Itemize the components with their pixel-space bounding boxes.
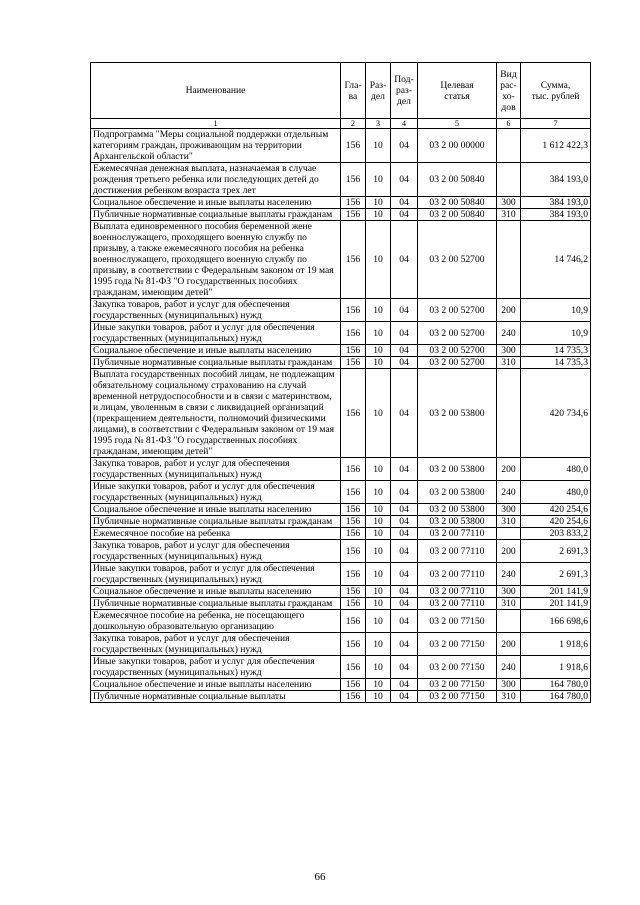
table-row	[91, 357, 591, 369]
row-expense	[497, 221, 521, 299]
table-row	[91, 299, 591, 322]
table-row	[91, 345, 591, 357]
row-expense: 310	[497, 357, 521, 369]
row-amount: 164 780,0	[521, 679, 591, 691]
row-expense: 310	[497, 516, 521, 528]
row-amount: 420 254,6	[521, 516, 591, 528]
table-row	[91, 691, 591, 703]
row-amount: 420 254,6	[521, 504, 591, 516]
row-expense: 200	[497, 633, 521, 656]
table-row	[91, 369, 591, 458]
row-expense: 300	[497, 345, 521, 357]
row-subsection: 04	[391, 221, 418, 299]
row-section: 10	[366, 563, 391, 586]
row-expense: 300	[497, 586, 521, 598]
row-chapter: 156	[341, 197, 366, 209]
row-name: Выплата единовременного пособия беременной жене военнослужащего, проходящего военную службу по призыву, а также ежемесячного пособия на ребенка военнослужащего, проходящего военную службу по призыву, в соответствии с Федеральным законом от 19 мая 1995 года № 81-ФЗ "О государственных пособиях гражданам, имеющим детей"	[91, 221, 341, 299]
row-section: 10	[366, 129, 391, 163]
row-subsection: 04	[391, 504, 418, 516]
header-target: Целевая статья	[418, 63, 497, 119]
row-chapter: 156	[341, 691, 366, 703]
row-amount: 164 780,0	[521, 691, 591, 703]
row-chapter: 156	[341, 221, 366, 299]
row-name: Закупка товаров, работ и услуг для обеспечения государственных (муниципальных) нужд	[91, 633, 341, 656]
row-chapter: 156	[341, 481, 366, 504]
table-row	[91, 528, 591, 540]
row-subsection: 04	[391, 656, 418, 679]
header-expense: Вид рас- хо- дов	[497, 63, 521, 119]
row-chapter: 156	[341, 633, 366, 656]
row-section: 10	[366, 163, 391, 197]
row-expense: 300	[497, 679, 521, 691]
row-chapter: 156	[341, 563, 366, 586]
row-target: 03 2 00 77150	[418, 691, 497, 703]
row-section: 10	[366, 598, 391, 610]
row-amount: 203 833,2	[521, 528, 591, 540]
column-number: 6	[497, 119, 521, 129]
row-name: Публичные нормативные социальные выплаты гражданам	[91, 357, 341, 369]
row-target: 03 2 00 77150	[418, 633, 497, 656]
row-subsection: 04	[391, 516, 418, 528]
row-chapter: 156	[341, 610, 366, 633]
row-chapter: 156	[341, 369, 366, 458]
table-row	[91, 209, 591, 221]
row-amount: 2 691,3	[521, 540, 591, 563]
row-subsection: 04	[391, 458, 418, 481]
row-expense: 310	[497, 598, 521, 610]
table-row	[91, 197, 591, 209]
row-chapter: 156	[341, 458, 366, 481]
row-chapter: 156	[341, 504, 366, 516]
table-row	[91, 540, 591, 563]
row-target: 03 2 00 52700	[418, 221, 497, 299]
table-row	[91, 679, 591, 691]
row-expense: 200	[497, 540, 521, 563]
row-section: 10	[366, 221, 391, 299]
row-target: 03 2 00 50840	[418, 197, 497, 209]
row-expense: 200	[497, 299, 521, 322]
row-target: 03 2 00 77150	[418, 656, 497, 679]
row-expense: 310	[497, 209, 521, 221]
row-section: 10	[366, 633, 391, 656]
row-target: 03 2 00 53800	[418, 458, 497, 481]
row-chapter: 156	[341, 528, 366, 540]
row-name: Закупка товаров, работ и услуг для обеспечения государственных (муниципальных) нужд	[91, 458, 341, 481]
row-name: Выплата государственных пособий лицам, не подлежащим обязательному социальному страхованию на случай временной нетрудоспособности и в связи с материнством, и лицам, уволенным в связи с ликвидацией организаций (прекращением деятельности, полномочий физическими лицами), в соответствии с Федеральным законом от 19 мая 1995 года № 81-ФЗ "О государственных пособиях гражданам, имеющим детей"	[91, 369, 341, 458]
row-subsection: 04	[391, 528, 418, 540]
row-amount: 1 918,6	[521, 633, 591, 656]
row-chapter: 156	[341, 129, 366, 163]
row-name: Ежемесячная денежная выплата, назначаемая в случае рождения третьего ребенка или последующих детей до достижения ребенком возраста трех лет	[91, 163, 341, 197]
row-amount: 1 918,6	[521, 656, 591, 679]
row-target: 03 2 00 52700	[418, 357, 497, 369]
row-subsection: 04	[391, 163, 418, 197]
row-subsection: 04	[391, 598, 418, 610]
row-name: Социальное обеспечение и иные выплаты населению	[91, 504, 341, 516]
row-amount: 201 141,9	[521, 598, 591, 610]
table-row	[91, 221, 591, 299]
table-row	[91, 504, 591, 516]
row-subsection: 04	[391, 357, 418, 369]
row-amount: 1 612 422,3	[521, 129, 591, 163]
row-target: 03 2 00 52700	[418, 345, 497, 357]
row-name: Социальное обеспечение и иные выплаты населению	[91, 345, 341, 357]
row-target: 03 2 00 77110	[418, 528, 497, 540]
row-expense	[497, 369, 521, 458]
row-section: 10	[366, 345, 391, 357]
row-name: Социальное обеспечение и иные выплаты населению	[91, 679, 341, 691]
row-expense: 240	[497, 481, 521, 504]
row-section: 10	[366, 656, 391, 679]
row-amount: 166 698,6	[521, 610, 591, 633]
row-section: 10	[366, 679, 391, 691]
row-expense: 300	[497, 504, 521, 516]
column-number: 1	[91, 119, 341, 129]
row-amount: 480,0	[521, 481, 591, 504]
row-expense	[497, 528, 521, 540]
row-expense: 240	[497, 563, 521, 586]
row-target: 03 2 00 53800	[418, 369, 497, 458]
row-section: 10	[366, 369, 391, 458]
row-target: 03 2 00 77150	[418, 679, 497, 691]
column-number: 5	[418, 119, 497, 129]
row-chapter: 156	[341, 345, 366, 357]
row-chapter: 156	[341, 322, 366, 345]
row-chapter: 156	[341, 299, 366, 322]
row-target: 03 2 00 77150	[418, 610, 497, 633]
row-section: 10	[366, 209, 391, 221]
row-amount: 14 746,2	[521, 221, 591, 299]
row-target: 03 2 00 53800	[418, 504, 497, 516]
row-name: Иные закупки товаров, работ и услуг для обеспечения государственных (муниципальных) нужд	[91, 563, 341, 586]
row-section: 10	[366, 691, 391, 703]
row-name: Публичные нормативные социальные выплаты гражданам	[91, 598, 341, 610]
row-expense	[497, 610, 521, 633]
row-chapter: 156	[341, 163, 366, 197]
row-amount: 201 141,9	[521, 586, 591, 598]
row-subsection: 04	[391, 299, 418, 322]
row-subsection: 04	[391, 610, 418, 633]
row-section: 10	[366, 586, 391, 598]
row-name: Закупка товаров, работ и услуг для обеспечения государственных (муниципальных) нужд	[91, 299, 341, 322]
row-chapter: 156	[341, 656, 366, 679]
table-row	[91, 610, 591, 633]
row-expense: 240	[497, 656, 521, 679]
table-row	[91, 163, 591, 197]
row-expense: 300	[497, 197, 521, 209]
row-subsection: 04	[391, 322, 418, 345]
row-name: Подпрограмма "Меры социальной поддержки отдельным категориям граждан, проживающим на территории Архангельской области"	[91, 129, 341, 163]
row-subsection: 04	[391, 209, 418, 221]
row-name: Социальное обеспечение и иные выплаты населению	[91, 197, 341, 209]
row-chapter: 156	[341, 598, 366, 610]
row-section: 10	[366, 481, 391, 504]
header-row	[91, 63, 591, 119]
row-target: 03 2 00 53800	[418, 516, 497, 528]
row-section: 10	[366, 458, 391, 481]
budget-table	[90, 62, 591, 703]
row-subsection: 04	[391, 586, 418, 598]
row-name: Иные закупки товаров, работ и услуг для обеспечения государственных (муниципальных) нужд	[91, 481, 341, 504]
row-subsection: 04	[391, 481, 418, 504]
table-row	[91, 322, 591, 345]
row-chapter: 156	[341, 209, 366, 221]
column-number-row	[91, 119, 591, 129]
row-chapter: 156	[341, 357, 366, 369]
row-target: 03 2 00 50840	[418, 163, 497, 197]
row-section: 10	[366, 516, 391, 528]
table-row	[91, 129, 591, 163]
row-chapter: 156	[341, 516, 366, 528]
row-target: 03 2 00 53800	[418, 481, 497, 504]
row-target: 03 2 00 77110	[418, 563, 497, 586]
row-name: Закупка товаров, работ и услуг для обеспечения государственных (муниципальных) нужд	[91, 540, 341, 563]
column-number: 3	[366, 119, 391, 129]
row-chapter: 156	[341, 586, 366, 598]
row-section: 10	[366, 540, 391, 563]
header-subsection: Под- раз- дел	[391, 63, 418, 119]
row-amount: 480,0	[521, 458, 591, 481]
row-subsection: 04	[391, 679, 418, 691]
row-amount: 14 735,3	[521, 345, 591, 357]
table-row	[91, 598, 591, 610]
row-amount: 14 735,3	[521, 357, 591, 369]
row-name: Ежемесячное пособие на ребенка, не посещающего дошкольную образовательную организацию	[91, 610, 341, 633]
row-target: 03 2 00 50840	[418, 209, 497, 221]
row-section: 10	[366, 504, 391, 516]
row-chapter: 156	[341, 679, 366, 691]
row-target: 03 2 00 77110	[418, 598, 497, 610]
row-expense: 310	[497, 691, 521, 703]
row-amount: 10,9	[521, 299, 591, 322]
row-name: Иные закупки товаров, работ и услуг для обеспечения государственных (муниципальных) нужд	[91, 656, 341, 679]
row-target: 03 2 00 00000	[418, 129, 497, 163]
row-expense	[497, 163, 521, 197]
row-chapter: 156	[341, 540, 366, 563]
row-amount: 384 193,0	[521, 197, 591, 209]
row-section: 10	[366, 197, 391, 209]
row-target: 03 2 00 77110	[418, 586, 497, 598]
table-row	[91, 481, 591, 504]
row-name: Ежемесячное пособие на ребенка	[91, 528, 341, 540]
header-section: Раз- дел	[366, 63, 391, 119]
header-chapter: Гла- ва	[341, 63, 366, 119]
row-section: 10	[366, 322, 391, 345]
row-subsection: 04	[391, 563, 418, 586]
column-number: 7	[521, 119, 591, 129]
row-amount: 384 193,0	[521, 209, 591, 221]
table-body	[91, 129, 591, 703]
table-row	[91, 633, 591, 656]
row-section: 10	[366, 610, 391, 633]
row-amount: 2 691,3	[521, 563, 591, 586]
table-row	[91, 656, 591, 679]
row-subsection: 04	[391, 197, 418, 209]
row-amount: 420 734,6	[521, 369, 591, 458]
row-name: Социальное обеспечение и иные выплаты населению	[91, 586, 341, 598]
table-row	[91, 586, 591, 598]
row-target: 03 2 00 77110	[418, 540, 497, 563]
row-section: 10	[366, 299, 391, 322]
row-subsection: 04	[391, 345, 418, 357]
column-number: 2	[341, 119, 366, 129]
row-subsection: 04	[391, 129, 418, 163]
row-target: 03 2 00 52700	[418, 322, 497, 345]
row-section: 10	[366, 528, 391, 540]
header-name: Наименование	[91, 63, 341, 119]
row-subsection: 04	[391, 369, 418, 458]
row-target: 03 2 00 52700	[418, 299, 497, 322]
header-amount: Сумма, тыс. рублей	[521, 63, 591, 119]
row-subsection: 04	[391, 540, 418, 563]
table-row	[91, 458, 591, 481]
row-amount: 10,9	[521, 322, 591, 345]
row-expense: 240	[497, 322, 521, 345]
row-name: Иные закупки товаров, работ и услуг для обеспечения государственных (муниципальных) нужд	[91, 322, 341, 345]
row-subsection: 04	[391, 633, 418, 656]
row-subsection: 04	[391, 691, 418, 703]
row-amount: 384 193,0	[521, 163, 591, 197]
table-row	[91, 516, 591, 528]
row-section: 10	[366, 357, 391, 369]
page-number: 66	[314, 871, 326, 883]
row-expense	[497, 129, 521, 163]
row-name: Публичные нормативные социальные выплаты гражданам	[91, 516, 341, 528]
row-expense: 200	[497, 458, 521, 481]
row-name: Публичные нормативные социальные выплаты	[91, 691, 341, 703]
table-row	[91, 563, 591, 586]
column-number: 4	[391, 119, 418, 129]
row-name: Публичные нормативные социальные выплаты гражданам	[91, 209, 341, 221]
